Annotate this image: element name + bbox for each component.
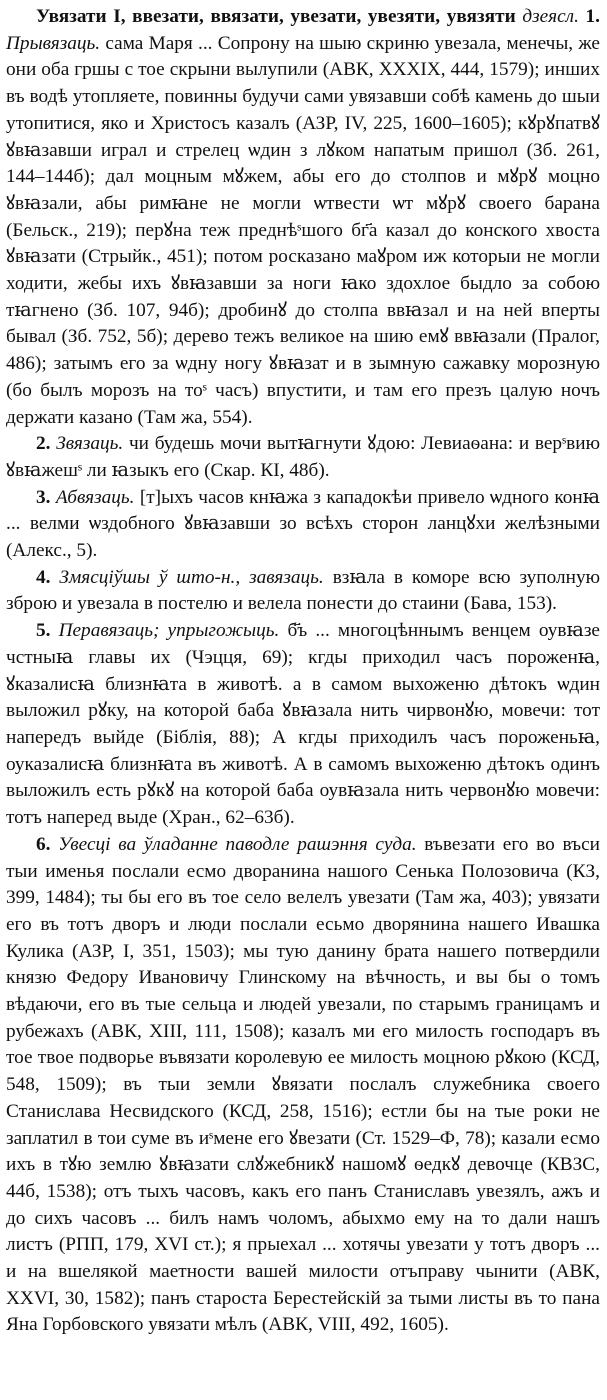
sense-citations: взꙗла в коморе всю зуполную зброю и увезала в постелю и велела понести до стаини (Бава, 153). bbox=[6, 566, 600, 615]
entry-sense-3 bbox=[6, 485, 600, 565]
sense-gloss: Перавязаць; упрыгожыць. bbox=[58, 620, 280, 642]
sense-number: 4. bbox=[36, 566, 51, 588]
sense-citations: [т]ыхъ часов кнꙗжа з кападокѣи привело ѡдного конꙗ ... велми ѡздобного ꙋвꙗзавши зо всѣхъ сторон ланцꙋхи желѣзными (Алекс., 5). bbox=[6, 486, 601, 562]
sense-citations: б҃ъ ... многоцѣннымъ венцем оувꙗзе чстныꙗ главы их (Чэцця, 69); кгды приходил часъ пороженꙗ, ꙋказалисꙗ близнꙗта в животѣ. а в самом выхоженю дѣтокъ ѡдин выложил рꙋку, на которой баба ꙋвꙗзала нить чирвонꙋю, мовечи: тот напередъ выйде (Біблія, 88); А кгды приходилъ часъ пороженьꙗ, оуказалисꙗ близнꙗта въ животѣ. А в самомъ выхоженю дѣтокъ одинъ выложилъ есть рꙋкꙋ на которой баба оувꙗзала нить червонꙋю мовечи: тотъ наперед выде (Хран., 62–63б). bbox=[6, 620, 600, 829]
sense-number: 3. bbox=[36, 486, 51, 508]
entry-sense-5 bbox=[6, 618, 600, 832]
entry-sense-1 bbox=[6, 4, 600, 431]
sense-gloss: Звязаць. bbox=[56, 433, 124, 455]
sense-number: 1. bbox=[585, 6, 600, 27]
part-of-speech: дзеясл. bbox=[522, 6, 579, 27]
entry-sense-4 bbox=[6, 565, 600, 618]
sense-gloss: Прывязаць. bbox=[6, 32, 101, 54]
entry-sense-6 bbox=[6, 832, 600, 1339]
sense-citations: сама Маря ... Сопрону на шыю скриню увезала, менечы, же они оба гршы с тое скрыни вылупили (АВК, XXXIX, 444, 1579); инших въ водѣ утопляете, повинны будучи сами увязавши собѣ камень до шыи утопитися, яко и Христосъ казалъ (АЗР, IV, 225, 1600–1605); кꙋрꙋпатвꙋ ꙋвꙗзавши играл и стрелец ѡдин з лꙋком напатым пришол (Зб. 261, 144–144б); дал моцным мꙋжем, абы его до столпов и мꙋрꙋ моцно ꙋвꙗзали, абы римꙗне не могли ѡтвести ѡт мꙋрꙋ своего барана (Бельск., 219); перꙋна теж преднѣˢшого бг҃а казал до конского хвоста ꙋвꙗзати (Стрыйк., 451); потом росказано маꙋром иж которыи не могли ходити, жебы ихъ ꙋвꙗзавши за ноги ꙗко здохлое быдло за собою тꙗгнено (Зб. 107, 94б); дробинꙋ до столпа ввꙗзал и на ней вперты бывал (Зб. 752, 5б); дерево тежъ великое на шию емꙋ ввꙗзали (Пралог, 486); затымъ его за ѡдну ногу ꙋвꙗзат и в зымную сажавку морозную (бо былъ морозъ на тоˢ часъ) впустити, и там его презъ цалую ночъ держати казано (Там жа, 554). bbox=[6, 32, 600, 428]
sense-number: 5. bbox=[36, 620, 51, 642]
entry-headword: Увязати I, ввезати, ввязати, увезати, увезяти, увязяти bbox=[36, 6, 516, 27]
sense-number: 6. bbox=[36, 833, 51, 855]
entry-sense-2 bbox=[6, 431, 600, 484]
sense-citations: въвезати его во въси тыи именья послали есмо дворанина нашого Сенька Полозовича (КЗ, 399, 1484); ты бы его въ тое село велелъ увезати (Там жа, 403); увязати его въ тотъ дворъ и люди послали есьмо дворянина нашего Ивашка Кулика (АЗР, I, 351, 1503); мы тую данину брата нашего потвердили князю Федору Ивановичу Глинскому на вѣчность, и вы бы о томъ вѣдаючи, его въ тые сельца и людей увезали, по старымъ границамъ и рубежахъ (АВК, XIII, 111, 1508); казалъ ми его милость господаръ въ тое твое подворье въвязати королевую ее милость моцною рꙋкою (КСД, 548, 1509); въ тыи земли ꙋвязати послалъ служебника своего Станислава Несвидского (КСД, 258, 1516); естли бы на тые роки не заплатил в тои суме въ иˢмене его ꙋвезати (Ст. 1529–Ф, 78); казали есмо ихъ в тꙋю землю ꙋвꙗзати слꙋжебникꙋ нашомꙋ ѳедкꙋ девочце (КВЗС, 44б, 1538); отъ тыхъ часовъ, какъ его панъ Станиславъ увезялъ, ажъ и до сихъ часовъ ... билъ намъ чоломъ, абыхмо ему на то дали нашъ листъ (РПП, 179, XVI ст.); я прыехал ... хотячы увезати у тотъ дворъ ... и на вшелякой маетности вашей милости отъправу чынити (АВК, XXVI, 30, 1582); панъ староста Берестейскій за тыми листы въ то пана Яна Горбовского увязати мѣлъ (АВК, VIII, 492, 1605). bbox=[6, 833, 600, 1336]
sense-number: 2. bbox=[36, 433, 51, 455]
sense-gloss: Абвязаць. bbox=[55, 486, 135, 508]
sense-gloss: Змясціўшы ў што-н., завязаць. bbox=[59, 566, 324, 588]
sense-gloss: Увесці ва ўладанне паводле рашэння суда. bbox=[58, 833, 417, 855]
sense-citations: чи будешь мочи вытꙗгнути ꙋдою: Левиаѳана: и верˢвию ꙋвꙗжешˢ ли ꙗзыкъ его (Скар. КІ, 48б). bbox=[6, 433, 600, 481]
